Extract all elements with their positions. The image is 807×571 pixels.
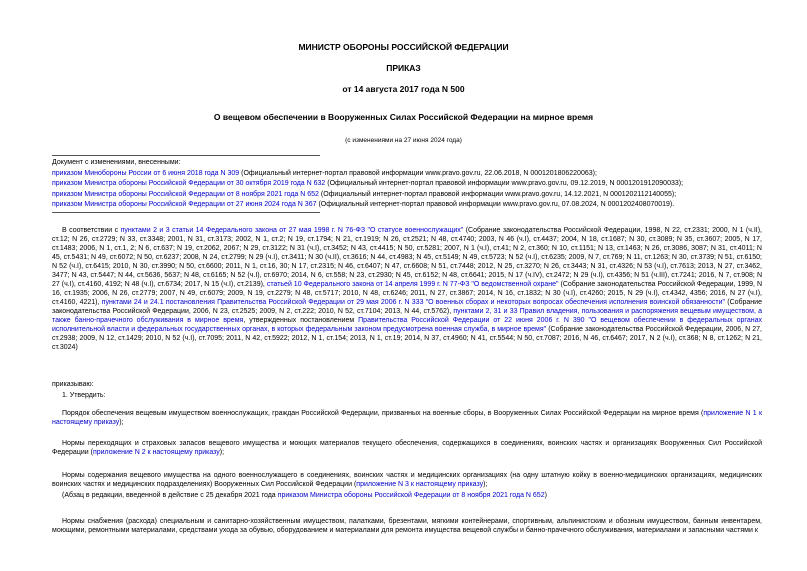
change-source: (Официальный интернет-портал правовой информации www.pravo.gov.ru, 07.08.2024, N 0001202408070019). [316, 201, 675, 208]
item-3 [52, 471, 762, 489]
item-text: Нормы переходящих и страховых запасов вещевого имущества и моющих материалов текущего обеспечения, содержащихся в соединениях, воинских частях и организациях Вооруженных Сил Российской Федерации ( [52, 440, 762, 456]
preamble-text: (Собрание законодательства Российской Федерации, 2006, N 27, ст.2938; 2009, N 12, ст.1429; 2010, N 52 (ч.I), ст.7095; 2011, N 42, ст.5922; 2012, N 1, ст.154; 2013, N 1, ст.19; 2014, N 37, ст.4960; N 41, ст.5544; N 50, ст.7087; 2016, N 46, ст.6467; 2017, N 2 (ч.I), ст.368; N 8, ст.1262; N 21, ст.3024) [52, 326, 763, 351]
law-link[interactable]: статьей 10 Федерального закона от 14 апреля 1999 г. N 77-ФЗ "О ведомственной охране" [266, 281, 559, 288]
appendix-link[interactable]: приложение N 1 к настоящему приказу [52, 410, 763, 426]
change-source: (Официальный интернет-портал правовой информации www.pravo.gov.ru, 09.12.2019, N 0001201912090033); [325, 180, 684, 187]
item-2 [52, 439, 762, 457]
change-link[interactable]: приказом Министра обороны Российской Федерации от 8 ноября 2021 года N 652 [52, 190, 319, 198]
preamble-text: (Собрание законодательства Российской Федерации, 2006, N 23, ст.2525; 2009, N 2, ст.222; 2010, N 52, ст.7104; 2013, N 44, ст.5762), [52, 299, 762, 315]
changes-block [52, 155, 752, 215]
note-text: (Абзац в редакции, введенной в действие с 25 декабря 2021 года [62, 492, 278, 499]
item-1 [52, 409, 762, 427]
change-item [52, 179, 752, 190]
item-4: Нормы снабжения (расхода) специальным и санитарно-хозяйственным имуществом, палатками, брезентами, мягкими контейнерами, спортивным, альпинистским и обозным имуществом, банным инвентарем, моющими, ремонтными материалами, средствами ухода за обувью, оборудованием и материалами для ремонта имущества вещевой службы и банно-прачечного обслуживания, материалами и запасными частями к [52, 518, 762, 534]
ministry-heading: МИНИСТР ОБОРОНЫ РОССИЙСКОЙ ФЕДЕРАЦИИ [298, 42, 509, 52]
doc-type-heading: ПРИКАЗ [386, 63, 421, 73]
item-text: ); [219, 449, 225, 456]
preamble-paragraph [52, 226, 762, 352]
date-number: от 14 августа 2017 года N 500 [342, 84, 465, 94]
law-link[interactable]: пунктами 24 и 24.1 постановления Правительства Российской Федерации от 29 мая 2006 г. N 333 "О военных сборах и некоторых вопросах обеспечения исполнения воинской обязанности" [101, 299, 726, 306]
divider [52, 155, 320, 156]
note-text: ) [544, 492, 547, 499]
item-text: Нормы содержания вещевого имущества на одного военнослужащего в соединениях, воинских частях и медицинских организациях (на одну штатную койку в военно-медицинских организациях, медицинских воинских частях и медицинских подразделениях) Вооруженных Сил Российской Федерации ( [52, 472, 762, 488]
appendix-link[interactable]: приложение N 3 к настоящему приказу [356, 481, 484, 488]
revision-note: (с изменениями на 27 июня 2024 года) [345, 137, 462, 144]
change-source: (Официальный интернет-портал правовой информации www.pravo.gov.ru, 14.12.2021, N 0001202112140055); [318, 190, 677, 198]
law-link[interactable]: Правительства Российской Федерации от 22 июня 2006 г. N 390 "О вещевом обеспечении в федеральных органах исполнительной власти и федеральных государственных органах, в которых федеральным законом предусмотрена военная служба, в мирное время" [52, 317, 762, 333]
item-text: ); [119, 419, 124, 426]
change-link[interactable]: приказом Министра обороны Российской Федерации от 30 октября 2019 года N 632 [52, 180, 326, 187]
amendment-link[interactable]: приказом Министра обороны Российской Федерации от 8 ноября 2021 года N 652 [277, 492, 545, 499]
item-text: ); [483, 481, 488, 488]
preamble-text: (Собрание законодательства Российской Федерации, 1998, N 22, ст.2331; 2000, N 1 (ч.II), ст.12; N 26, ст.2729; N 33, ст.3348; 2001, N 31, ст.3173; 2002, N 1, ст.2; N 19, ст.1794; N 21, ст.1919; N 26, ст.2521; N 48, ст.4740; 2003, N 46 (ч.I), ст.4437; 2004, N 18, ст.1687; N 30, ст.3089; N 35, ст.3607; 2005, N 17, ст.1483; 2006, N 1, ст.1, 2; N 6, ст.637; N 19, ст.2062, 2067; N 29, ст.3122; N 31 (ч.I), ст.3452; N 43, ст.4415; N 50, ст.5281; 2007, N 1 (ч.I), ст.41; N 2, ст.360; N 10, ст.1151; N 13, ст.1463; N 26, ст.3086, 3087; N 31, ст.4011; N 45, ст.5431; N 49, ст.6072; N 50, ст.6237; 2008, N 24, ст.2799; N 29 (ч.I), ст.3411; N 30 (ч.II), ст.3616; N 44, ст.4983; N 45, ст.5149; N 49, ст.5723; N 52 (ч.I), ст.6235; 2009, N 7, ст.769; N 11, ст.1263; N 30, ст.3739; N 51, ст.6150; N 52 (ч.I), ст.6415; 2010, N 30, ст.3990; N 50, ст.6600; 2011, N 1, ст.16, 30; N 17, ст.2315; N 46, ст.6407; N 47, ст.6608; N 51, ст.7448; 2012, N 25, ст.3270; N 26, ст.3443; N 31, ст.4326; N 53 (ч.I), ст.7613; 2013, N 27, ст.3462, 3477; N 43, ст.5447; N 44, ст.5636, 5637; N 48, ст.6165; N 52 (ч.I), ст.6970; 2014, N 6, ст.558; N 23, ст.2930; N 45, ст.6152; N 48, ст.6641; 2015, N 17 (ч.IV), ст.2472; N 29 (ч.I), ст.4356; N 51 (ч.III), ст.7241; 2016, N 7, ст.908; N 27 (ч.I), ст.4160, 4192; N 48 (ч.I), ст.6734; 2017, N 15 (ч.I), ст.2139), [52, 227, 762, 288]
preamble-text: , утвержденных постановлением [243, 317, 359, 324]
approve-line: 1. Утвердить: [62, 392, 106, 399]
appendix-link[interactable]: приложение N 2 к настоящему приказу [92, 449, 220, 456]
preamble-text: В соответствии с [62, 227, 121, 234]
preamble-text: (Собрание законодательства Российской Федерации, 1999, N 16, ст.1935; 2006, N 26, ст.2779; 2007, N 49, ст.6079; 2009, N 19, ст.2279; N 48, ст.5717; 2010, N 48, ст.6246; 2011, N 27, ст.3867; 2014, N 16, ст.1832; N 30 (ч.I), ст.4260; 2015, N 29 (ч.I), ст.4342, 4356; 2016, N 27 (ч.I), ст.4160, 4221), [52, 281, 763, 306]
amendment-note [52, 491, 762, 500]
document-title: О вещевом обеспечении в Вооруженных Силах Российской Федерации на мирное время [213, 112, 594, 122]
change-item [52, 169, 752, 180]
change-source: (Официальный интернет-портал правовой информации www.pravo.gov.ru, 22.06.2018, N 0001201806220063); [239, 169, 597, 177]
change-link[interactable]: приказом Министра обороны Российской Федерации от 27 июня 2024 года N 367 [52, 201, 317, 208]
change-link[interactable]: приказом Минобороны России от 6 июня 2018 года N 309 [52, 169, 240, 177]
change-item [52, 200, 752, 211]
law-link[interactable]: пунктами 2 и 3 статьи 14 Федерального закона от 27 мая 1998 г. N 76-ФЗ "О статусе военнослужащих" [120, 227, 464, 234]
changes-intro: Документ с изменениями, внесенными: [52, 159, 181, 166]
law-link[interactable]: пунктами 2, 31 и 33 Правил владения, пользования и распоряжения вещевым имуществом, а также банно-прачечного обслуживания в мирное время [52, 308, 762, 324]
orders-line: приказываю: [52, 381, 94, 388]
divider [52, 212, 320, 213]
change-item [52, 190, 752, 201]
item-text: Порядок обеспечения вещевым имуществом военнослужащих, граждан Российской Федерации, призванных на военные сборы, в Вооруженных Силах Российской Федерации на мирное время ( [62, 410, 704, 417]
